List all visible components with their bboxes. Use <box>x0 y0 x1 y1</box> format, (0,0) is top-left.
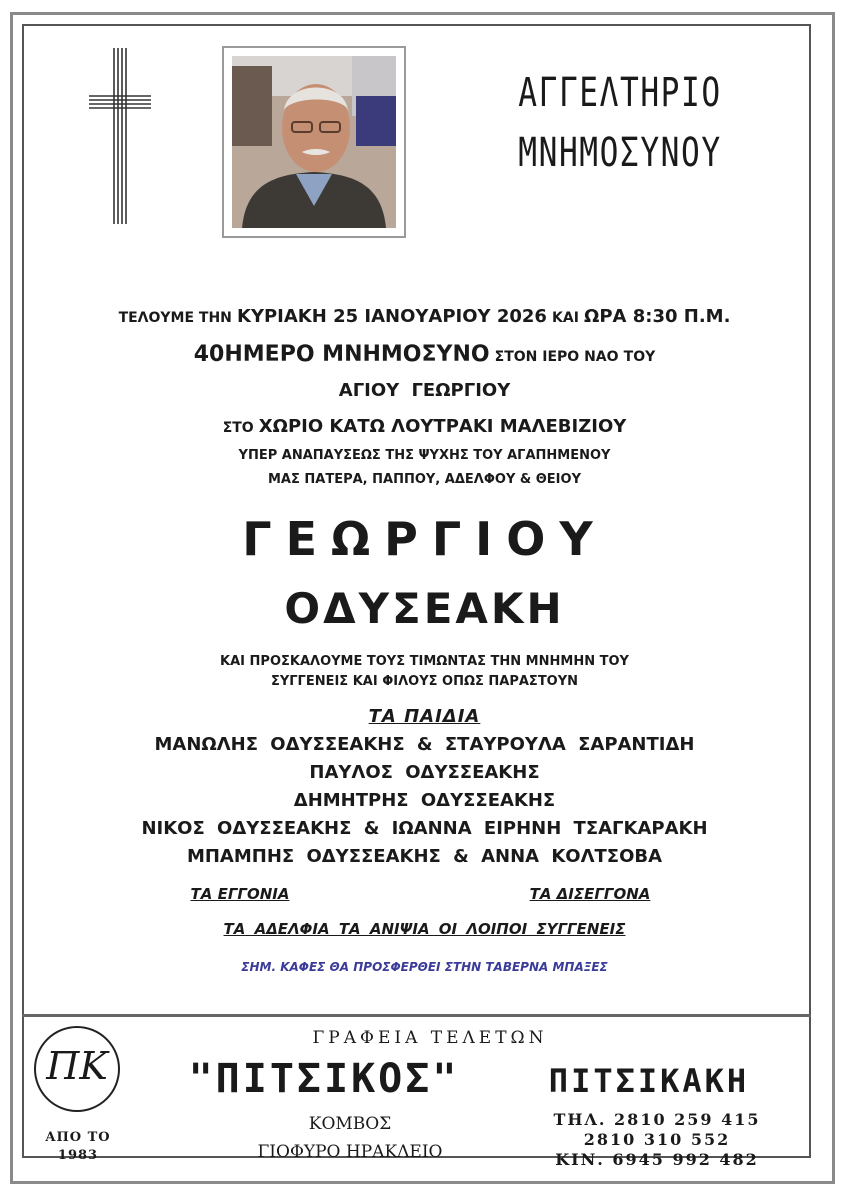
grandchildren-label <box>130 884 350 903</box>
village-prefix: ΣΤΟ <box>222 420 254 436</box>
logo-monogram: ΠΚ <box>46 1044 108 1088</box>
since-label: ΑΠΟ ΤΟ <box>45 1130 111 1145</box>
funeral-home-name: "ΠΙΤΣΙΚΟΣ" <box>188 1056 460 1102</box>
since-year: 1983 <box>57 1148 99 1163</box>
child-2: ΠΑΥΛΟΣ ΟΔΥΣΣΕΑΚΗΣ <box>309 762 540 783</box>
child-5: ΜΠΑΜΠΗΣ ΟΔΥΣΣΕΑΚΗΣ & ΑΝΝΑ ΚΟΛΤΣΟΒΑ <box>186 846 663 867</box>
announcement-line4 <box>0 416 849 437</box>
church-of: ΤΟΥ <box>623 349 656 365</box>
portrait-photo <box>222 46 406 238</box>
cross-icon <box>88 46 152 226</box>
child-3: ΔΗΜΗΤΡΗΣ ΟΔΥΣΣΕΑΚΗΣ <box>293 790 556 811</box>
relations-line: ΜΑΣ ΠΑΤΕΡΑ, ΠΑΠΠΟΥ, ΑΔΕΛΦΟΥ & ΘΕΙΟΥ <box>268 472 581 487</box>
other-relatives: ΤΑ ΑΔΕΛΦΙΑ ΤΑ ΑΝΙΨΙΑ ΟΙ ΛΟΙΠΟΙ ΣΥΓΓΕΝΕΙΣ <box>223 920 626 938</box>
funeral-home-surname: ΠΙΤΣΙΚΑΚΗ <box>548 1062 750 1100</box>
deceased-last-name: ΟΔΥΣΕΑΚΗ <box>284 584 565 633</box>
soul-rest-line: ΥΠΕΡ ΑΝΑΠΑΥΣΕΩΣ ΤΗΣ ΨΥΧΗΣ ΤΟΥ ΑΓΑΠΗΜΕΝΟΥ <box>238 448 611 463</box>
time-text: ΩΡΑ 8:30 Π.Μ. <box>584 306 731 327</box>
and-text: ΚΑΙ <box>552 310 579 326</box>
church-name: ΑΓΙΟΥ ΓΕΩΡΓΙΟΥ <box>338 380 511 401</box>
phone-line1: ΤΗΛ. 2810 259 415 <box>553 1110 761 1129</box>
header-title-line1: ΑΓΓΕΛΤΗΡΙΟ <box>518 70 722 116</box>
address-line2: ΓΙΟΦΥΡΟ ΗΡΑΚΛΕΙΟ <box>257 1142 443 1162</box>
memorial-type: 40ΗΜΕΡΟ ΜΝΗΜΟΣΥΝΟ <box>193 342 490 367</box>
child-4: ΝΙΚΟΣ ΟΔΥΣΣΕΑΚΗΣ & ΙΩΑΝΝΑ ΕΙΡΗΝΗ ΤΣΑΓΚΑΡΑΚΗ <box>141 818 708 839</box>
church-prefix: ΣΤΟΝ ΙΕΡΟ ΝΑΟ <box>494 349 619 365</box>
children-heading: ΤΑ ΠΑΙΔΙΑ <box>368 706 481 727</box>
funeral-office-label: ΓΡΑΦΕΙΑ ΤΕΛΕΤΩΝ <box>312 1028 548 1048</box>
invitation-line2: ΣΥΓΓΕΝΕΙΣ ΚΑΙ ΦΙΛΟΥΣ ΟΠΩΣ ΠΑΡΑΣΤΟΥΝ <box>270 674 579 689</box>
village-name: ΧΩΡΙΟ ΚΑΤΩ ΛΟΥΤΡΑΚΙ ΜΑΛΕΒΙΖΙΟΥ <box>258 416 627 437</box>
phone-line2: 2810 310 552 <box>583 1130 731 1149</box>
date-text: ΚΥΡΙΑΚΗ 25 ΙΑΝΟΥΑΡΙΟΥ 2026 <box>237 306 547 327</box>
great-grandchildren-label <box>480 884 700 903</box>
mobile-line: ΚΙΝ. 6945 992 482 <box>555 1150 759 1169</box>
coffee-note: ΣΗΜ. ΚΑΦΕΣ ΘΑ ΠΡΟΣΦΕΡΘΕΙ ΣΤΗΝ ΤΑΒΕΡΝΑ ΜΠΑΞΕΣ <box>241 960 608 974</box>
intro-text: ΤΕΛΟΥΜΕ ΤΗΝ <box>118 310 232 326</box>
portrait-image <box>232 56 396 228</box>
announcement-line2 <box>0 342 849 367</box>
grandchildren-text: ΤΑ ΕΓΓΟΝΙΑ <box>190 885 290 903</box>
deceased-first-name: ΓΕΩΡΓΙΟΥ <box>242 512 607 566</box>
funeral-home-logo <box>34 1026 120 1112</box>
announcement-line1 <box>0 306 849 327</box>
child-1: ΜΑΝΩΛΗΣ ΟΔΥΣΣΕΑΚΗΣ & ΣΤΑΥΡΟΥΛΑ ΣΑΡΑΝΤΙΔΗ <box>154 734 695 755</box>
header-title-line2: ΜΝΗΜΟΣΥΝΟΥ <box>518 130 722 176</box>
invitation-line1: ΚΑΙ ΠΡΟΣΚΑΛΟΥΜΕ ΤΟΥΣ ΤΙΜΩΝΤΑΣ ΤΗΝ ΜΝΗΜΗΝ ΤΟΥ <box>220 654 629 669</box>
address-line1: ΚΟΜΒΟΣ <box>308 1114 392 1134</box>
great-grandchildren-text: ΤΑ ΔΙΣΕΓΓΟΝΑ <box>529 885 651 903</box>
